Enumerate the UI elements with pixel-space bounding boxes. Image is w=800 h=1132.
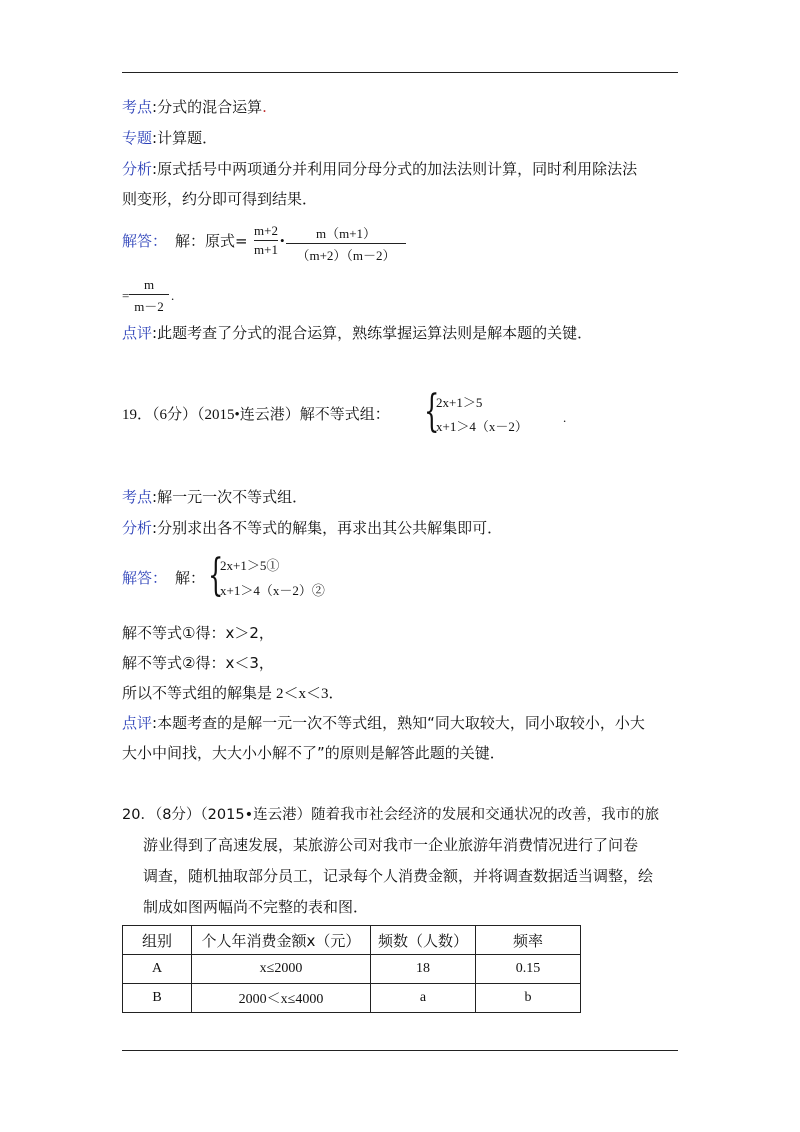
dot-operator: • bbox=[280, 233, 285, 248]
step-3-math: 2＜x＜3． bbox=[276, 686, 344, 702]
fraction-1-denominator: m+1 bbox=[254, 242, 278, 257]
cell-count: a bbox=[371, 984, 476, 1013]
q20-line3: 调查，随机抽取部分员工，记录每个人消费金额，并将调查数据适当调整，绘 bbox=[143, 867, 654, 885]
cell-group: B bbox=[123, 984, 192, 1013]
fraction-2 bbox=[286, 223, 406, 264]
q19-jie-prefix: 解： bbox=[175, 569, 206, 587]
q19-kaodian-text: :解一元一次不等式组． bbox=[152, 488, 308, 506]
kaodian-dot: . bbox=[262, 98, 267, 116]
jieda-row bbox=[122, 231, 248, 251]
equals-sign: = bbox=[122, 288, 130, 303]
answer-brace: { bbox=[208, 550, 224, 601]
q19-jieda-label: 解答： bbox=[122, 569, 168, 587]
step-1: 解不等式①得：x＞2， bbox=[122, 624, 274, 642]
jieda-label: 解答： bbox=[122, 232, 168, 250]
system-line-1: 2x+1＞5 bbox=[436, 395, 483, 410]
kaodian-text: :分式的混合运算 bbox=[152, 98, 263, 116]
table-row bbox=[123, 984, 581, 1013]
q19-jieda-row bbox=[122, 568, 205, 588]
header-amount: 个人年消费金额x（元） bbox=[192, 926, 371, 955]
end-dot: . bbox=[171, 288, 175, 303]
zhuanti-text: :计算题． bbox=[152, 129, 218, 147]
fraction-3 bbox=[129, 277, 169, 315]
step-3-text: 所以不等式组的解集是 bbox=[122, 684, 273, 702]
cell-group: A bbox=[123, 955, 192, 984]
jie-prefix: 解：原式= bbox=[175, 232, 248, 250]
system-end-dot: . bbox=[563, 410, 567, 425]
q19-fenxi-label: 分析 bbox=[122, 519, 153, 537]
cell-amount: x≤2000 bbox=[192, 955, 371, 984]
kaodian-row bbox=[122, 97, 267, 117]
q19-dianping-line1: :本题考查的是解一元一次不等式组，熟知“同大取较大，同小取较小，小大 bbox=[152, 714, 645, 732]
zhuanti-row bbox=[122, 128, 217, 148]
q19-fenxi-row bbox=[122, 518, 502, 538]
q19-kaodian-label: 考点 bbox=[122, 488, 153, 506]
fraction-2-denominator: （m+2）（m－2） bbox=[296, 248, 396, 263]
header-frequency-count: 频数（人数） bbox=[371, 926, 476, 955]
cell-amount: 2000＜x≤4000 bbox=[192, 984, 371, 1013]
q19-kaodian-row bbox=[122, 487, 307, 507]
zhuanti-label: 专题 bbox=[122, 129, 153, 147]
bottom-rule bbox=[122, 1050, 678, 1051]
q19-dianping-line2: 大小中间找，大大小小解不了”的原则是解答此题的关键． bbox=[122, 744, 505, 762]
dianping-text: :此题考查了分式的混合运算，熟练掌握运算法则是解本题的关键． bbox=[152, 324, 593, 342]
header-group: 组别 bbox=[123, 926, 192, 955]
cell-rate: 0.15 bbox=[476, 955, 581, 984]
dianping-row bbox=[122, 323, 592, 343]
fenxi-line1: :原式括号中两项通分并利用同分母分式的加法法则计算，同时利用除法法 bbox=[152, 160, 638, 178]
fraction-1 bbox=[254, 223, 278, 258]
q19-dianping-label: 点评 bbox=[122, 714, 153, 732]
table-row bbox=[123, 955, 581, 984]
system-brace: { bbox=[424, 386, 440, 437]
q20-line4: 制成如图两幅尚不完整的表和图． bbox=[143, 898, 369, 916]
fenxi-label: 分析 bbox=[122, 160, 153, 178]
q19-stem: 19．（6分）（2015•连云港）解不等式组： bbox=[122, 407, 390, 423]
fenxi-line2: 则变形，约分即可得到结果． bbox=[122, 190, 318, 208]
q20-line1: 20．（8分）（2015•连云港）随着我市社会经济的发展和交通状况的改善，我市的旅 bbox=[122, 807, 660, 823]
fraction-1-numerator: m+2 bbox=[254, 223, 278, 238]
fraction-3-numerator: m bbox=[143, 277, 155, 292]
system-line-2: x+1＞4（x－2） bbox=[436, 419, 528, 434]
kaodian-label: 考点 bbox=[122, 98, 153, 116]
dianping-label: 点评 bbox=[122, 324, 153, 342]
top-rule bbox=[122, 72, 678, 73]
fraction-2-numerator: m（m+1） bbox=[315, 226, 377, 241]
q19-dianping-row bbox=[122, 713, 645, 733]
fenxi-row bbox=[122, 159, 637, 179]
q20-line2: 游业得到了高速发展，某旅游公司对我市一企业旅游年消费情况进行了问卷 bbox=[143, 836, 639, 854]
q19-fenxi-text: :分别求出各不等式的解集，再求出其公共解集即可． bbox=[152, 519, 503, 537]
cell-count: 18 bbox=[371, 955, 476, 984]
answer-line-1: 2x+1＞5① bbox=[220, 558, 280, 573]
answer-line-2: x+1＞4（x－2）② bbox=[220, 583, 325, 598]
table-header-row bbox=[123, 926, 581, 955]
header-frequency-rate: 频率 bbox=[476, 926, 581, 955]
cell-rate: b bbox=[476, 984, 581, 1013]
frequency-table bbox=[122, 925, 581, 1013]
fraction-3-denominator: m－2 bbox=[134, 299, 164, 314]
step-2: 解不等式②得：x＜3， bbox=[122, 654, 274, 672]
step-3 bbox=[122, 683, 344, 704]
